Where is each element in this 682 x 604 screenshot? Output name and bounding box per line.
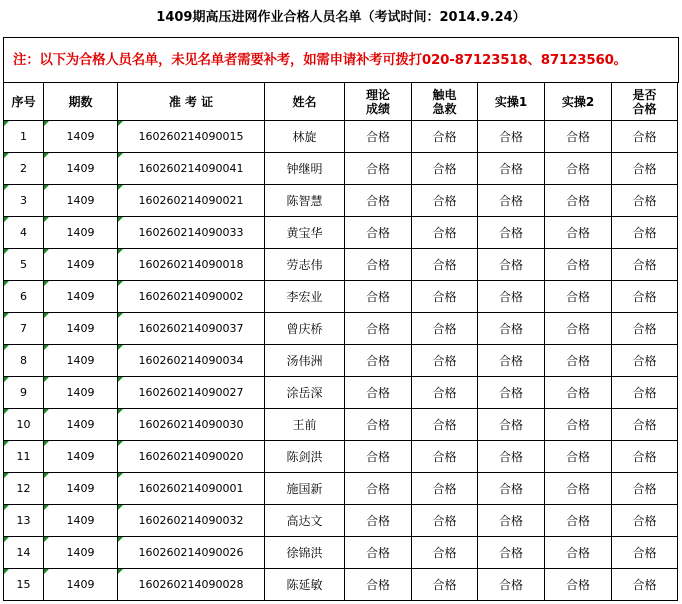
cell-name: 高达文 bbox=[265, 505, 345, 537]
cell-practice2: 合格 bbox=[545, 505, 612, 537]
cell-practice2: 合格 bbox=[545, 441, 612, 473]
cell-shock: 合格 bbox=[412, 441, 478, 473]
cell-shock: 合格 bbox=[412, 473, 478, 505]
cell-practice1: 合格 bbox=[478, 249, 545, 281]
cell-practice2: 合格 bbox=[545, 281, 612, 313]
cell-seq: 5 bbox=[4, 249, 44, 281]
cell-seq: 15 bbox=[4, 569, 44, 601]
cell-ticket: 160260214090002 bbox=[118, 281, 265, 313]
notice-banner bbox=[3, 37, 679, 83]
table-row bbox=[4, 217, 678, 249]
cell-period: 1409 bbox=[44, 569, 118, 601]
cell-practice1: 合格 bbox=[478, 281, 545, 313]
cell-ticket: 160260214090034 bbox=[118, 345, 265, 377]
cell-passed: 合格 bbox=[612, 153, 678, 185]
cell-theory: 合格 bbox=[345, 473, 412, 505]
header-theory bbox=[345, 83, 412, 121]
cell-seq: 12 bbox=[4, 473, 44, 505]
cell-shock: 合格 bbox=[412, 569, 478, 601]
cell-seq: 11 bbox=[4, 441, 44, 473]
cell-name: 徐锦洪 bbox=[265, 537, 345, 569]
cell-ticket: 160260214090020 bbox=[118, 441, 265, 473]
cell-practice1: 合格 bbox=[478, 153, 545, 185]
cell-ticket: 160260214090027 bbox=[118, 377, 265, 409]
cell-passed: 合格 bbox=[612, 569, 678, 601]
cell-shock: 合格 bbox=[412, 313, 478, 345]
cell-name: 钟继明 bbox=[265, 153, 345, 185]
cell-practice2: 合格 bbox=[545, 537, 612, 569]
cell-ticket: 160260214090001 bbox=[118, 473, 265, 505]
cell-practice1: 合格 bbox=[478, 217, 545, 249]
cell-practice2: 合格 bbox=[545, 249, 612, 281]
cell-passed: 合格 bbox=[612, 313, 678, 345]
cell-seq: 8 bbox=[4, 345, 44, 377]
cell-practice1: 合格 bbox=[478, 441, 545, 473]
cell-ticket: 160260214090015 bbox=[118, 121, 265, 153]
table-row bbox=[4, 313, 678, 345]
table-row bbox=[4, 153, 678, 185]
table-row bbox=[4, 345, 678, 377]
cell-passed: 合格 bbox=[612, 409, 678, 441]
header-shock-line1: 触电 bbox=[432, 87, 457, 102]
cell-theory: 合格 bbox=[345, 345, 412, 377]
cell-shock: 合格 bbox=[412, 377, 478, 409]
cell-theory: 合格 bbox=[345, 313, 412, 345]
cell-practice2: 合格 bbox=[545, 345, 612, 377]
cell-theory: 合格 bbox=[345, 377, 412, 409]
cell-theory: 合格 bbox=[345, 505, 412, 537]
cell-passed: 合格 bbox=[612, 441, 678, 473]
header-practice2: 实操2 bbox=[545, 83, 612, 121]
cell-name: 劳志伟 bbox=[265, 249, 345, 281]
cell-period: 1409 bbox=[44, 217, 118, 249]
cell-shock: 合格 bbox=[412, 409, 478, 441]
cell-theory: 合格 bbox=[345, 249, 412, 281]
cell-name: 黄宝华 bbox=[265, 217, 345, 249]
table-row bbox=[4, 185, 678, 217]
cell-practice2: 合格 bbox=[545, 313, 612, 345]
cell-name: 陈智慧 bbox=[265, 185, 345, 217]
cell-practice1: 合格 bbox=[478, 473, 545, 505]
cell-shock: 合格 bbox=[412, 505, 478, 537]
cell-practice2: 合格 bbox=[545, 217, 612, 249]
header-practice1: 实操1 bbox=[478, 83, 545, 121]
cell-practice2: 合格 bbox=[545, 153, 612, 185]
cell-name: 曾庆桥 bbox=[265, 313, 345, 345]
cell-practice2: 合格 bbox=[545, 185, 612, 217]
notice-text: 注：以下为合格人员名单，未见名单者需要补考，如需申请补考可拨打020-87123518、87123560。 bbox=[13, 53, 627, 68]
cell-seq: 10 bbox=[4, 409, 44, 441]
cell-practice1: 合格 bbox=[478, 537, 545, 569]
header-shock bbox=[412, 83, 478, 121]
cell-passed: 合格 bbox=[612, 345, 678, 377]
header-period: 期数 bbox=[44, 83, 118, 121]
cell-name: 陈剑洪 bbox=[265, 441, 345, 473]
cell-shock: 合格 bbox=[412, 249, 478, 281]
header-seq: 序号 bbox=[4, 83, 44, 121]
table-header-row bbox=[4, 83, 678, 121]
cell-practice1: 合格 bbox=[478, 409, 545, 441]
cell-theory: 合格 bbox=[345, 281, 412, 313]
cell-period: 1409 bbox=[44, 153, 118, 185]
header-theory-line2: 成绩 bbox=[365, 101, 390, 116]
cell-seq: 13 bbox=[4, 505, 44, 537]
cell-practice1: 合格 bbox=[478, 185, 545, 217]
cell-period: 1409 bbox=[44, 537, 118, 569]
page-title: 1409期高压进网作业合格人员名单（考试时间：2014.9.24） bbox=[156, 10, 526, 25]
cell-name: 涂岳深 bbox=[265, 377, 345, 409]
cell-ticket: 160260214090028 bbox=[118, 569, 265, 601]
cell-shock: 合格 bbox=[412, 537, 478, 569]
cell-passed: 合格 bbox=[612, 249, 678, 281]
cell-seq: 14 bbox=[4, 537, 44, 569]
cell-seq: 2 bbox=[4, 153, 44, 185]
cell-seq: 6 bbox=[4, 281, 44, 313]
cell-passed: 合格 bbox=[612, 217, 678, 249]
cell-name: 陈延敏 bbox=[265, 569, 345, 601]
cell-practice1: 合格 bbox=[478, 505, 545, 537]
header-passed bbox=[612, 83, 678, 121]
cell-practice1: 合格 bbox=[478, 345, 545, 377]
table-row bbox=[4, 249, 678, 281]
results-table bbox=[3, 82, 678, 601]
table-row bbox=[4, 473, 678, 505]
header-passed-line1: 是否 bbox=[632, 87, 657, 102]
cell-passed: 合格 bbox=[612, 185, 678, 217]
cell-practice1: 合格 bbox=[478, 313, 545, 345]
cell-period: 1409 bbox=[44, 505, 118, 537]
cell-practice2: 合格 bbox=[545, 473, 612, 505]
cell-theory: 合格 bbox=[345, 217, 412, 249]
header-shock-line2: 急救 bbox=[432, 101, 457, 116]
cell-period: 1409 bbox=[44, 473, 118, 505]
header-passed-line2: 合格 bbox=[632, 101, 657, 116]
cell-ticket: 160260214090018 bbox=[118, 249, 265, 281]
cell-theory: 合格 bbox=[345, 441, 412, 473]
table-row bbox=[4, 409, 678, 441]
cell-ticket: 160260214090026 bbox=[118, 537, 265, 569]
table-row bbox=[4, 281, 678, 313]
cell-practice2: 合格 bbox=[545, 569, 612, 601]
cell-passed: 合格 bbox=[612, 505, 678, 537]
cell-period: 1409 bbox=[44, 441, 118, 473]
cell-ticket: 160260214090033 bbox=[118, 217, 265, 249]
cell-practice2: 合格 bbox=[545, 409, 612, 441]
cell-shock: 合格 bbox=[412, 185, 478, 217]
cell-practice1: 合格 bbox=[478, 569, 545, 601]
table-row bbox=[4, 537, 678, 569]
cell-theory: 合格 bbox=[345, 409, 412, 441]
cell-period: 1409 bbox=[44, 281, 118, 313]
cell-passed: 合格 bbox=[612, 377, 678, 409]
cell-ticket: 160260214090032 bbox=[118, 505, 265, 537]
cell-passed: 合格 bbox=[612, 281, 678, 313]
cell-shock: 合格 bbox=[412, 121, 478, 153]
cell-seq: 4 bbox=[4, 217, 44, 249]
table-row bbox=[4, 441, 678, 473]
cell-ticket: 160260214090037 bbox=[118, 313, 265, 345]
cell-period: 1409 bbox=[44, 313, 118, 345]
table-row bbox=[4, 121, 678, 153]
cell-ticket: 160260214090021 bbox=[118, 185, 265, 217]
table-row bbox=[4, 377, 678, 409]
cell-name: 王前 bbox=[265, 409, 345, 441]
cell-name: 李宏业 bbox=[265, 281, 345, 313]
cell-name: 林旋 bbox=[265, 121, 345, 153]
cell-passed: 合格 bbox=[612, 537, 678, 569]
cell-name: 汤伟洲 bbox=[265, 345, 345, 377]
cell-practice1: 合格 bbox=[478, 377, 545, 409]
cell-shock: 合格 bbox=[412, 281, 478, 313]
cell-shock: 合格 bbox=[412, 217, 478, 249]
header-ticket: 准 考 证 bbox=[118, 83, 265, 121]
cell-period: 1409 bbox=[44, 345, 118, 377]
cell-practice1: 合格 bbox=[478, 121, 545, 153]
cell-practice2: 合格 bbox=[545, 121, 612, 153]
cell-period: 1409 bbox=[44, 409, 118, 441]
cell-shock: 合格 bbox=[412, 153, 478, 185]
cell-theory: 合格 bbox=[345, 569, 412, 601]
header-name: 姓名 bbox=[265, 83, 345, 121]
table-row bbox=[4, 569, 678, 601]
cell-ticket: 160260214090041 bbox=[118, 153, 265, 185]
cell-theory: 合格 bbox=[345, 153, 412, 185]
cell-seq: 1 bbox=[4, 121, 44, 153]
cell-theory: 合格 bbox=[345, 537, 412, 569]
cell-passed: 合格 bbox=[612, 473, 678, 505]
cell-seq: 9 bbox=[4, 377, 44, 409]
table-row bbox=[4, 505, 678, 537]
cell-period: 1409 bbox=[44, 249, 118, 281]
cell-seq: 3 bbox=[4, 185, 44, 217]
cell-name: 施国新 bbox=[265, 473, 345, 505]
cell-theory: 合格 bbox=[345, 121, 412, 153]
cell-seq: 7 bbox=[4, 313, 44, 345]
cell-passed: 合格 bbox=[612, 121, 678, 153]
cell-period: 1409 bbox=[44, 121, 118, 153]
cell-theory: 合格 bbox=[345, 185, 412, 217]
header-theory-line1: 理论 bbox=[365, 87, 390, 102]
cell-period: 1409 bbox=[44, 377, 118, 409]
cell-period: 1409 bbox=[44, 185, 118, 217]
cell-shock: 合格 bbox=[412, 345, 478, 377]
cell-ticket: 160260214090030 bbox=[118, 409, 265, 441]
cell-practice2: 合格 bbox=[545, 377, 612, 409]
